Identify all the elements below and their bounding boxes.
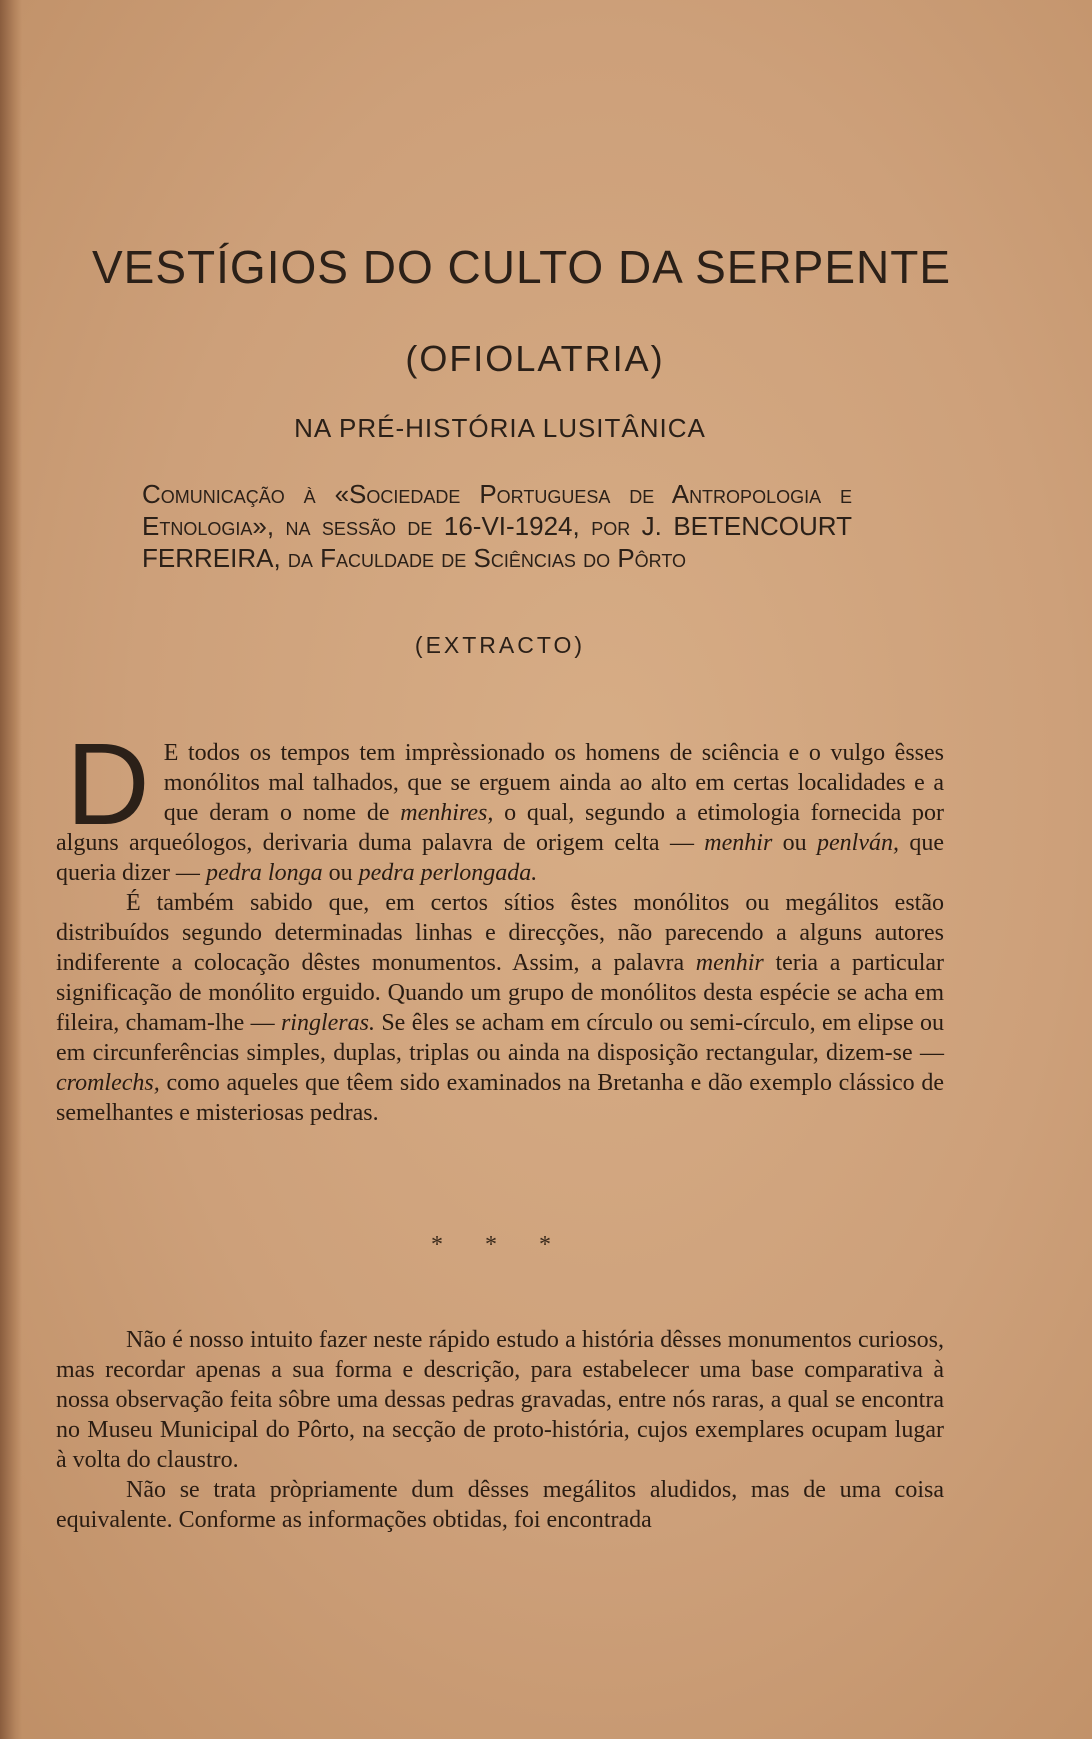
p1-italic-3: penlván, [817,830,899,856]
credit-part2: por [591,511,631,541]
p1-italic-1: menhires, [400,800,494,826]
paragraph-4: Não se trata pròpriamente dum dêsses megálitos aludidos, mas de uma coisa equivalente. Conforme as informações obtidas, foi encontrada [56,1477,944,1533]
p1-text-1: E todos os tempos tem imprèssionado os homens de sciência e o vulgo êsses monólitos mal talhados, que se erguem ainda ao alto em certas localidades e a que deram o nome de [163,740,944,826]
article-title: VESTÍGIOS DO CULTO DA SERPENTE [92,241,952,293]
p1-text-5: ou [322,860,359,886]
p2-italic-3: cromlechs, [56,1070,160,1096]
p1-text-4: que queria dizer — [56,830,945,886]
p2-text-1: É também sabido que, em certos sítios êstes monólitos ou megálitos estão distribuídos segundo determinadas linhas e direcções, não parecendo a alguns autores indiferente a colocação dêstes monumentos. Assim, a palavra [56,890,944,976]
p2-text-4: como aqueles que têem sido examinados na Bretanha e dão exemplo clássico de semelhantes e misteriosas pedras. [56,1070,944,1126]
credit-date: 16-VI-1924, [443,511,580,541]
paragraph-2 [56,888,944,1128]
paragraph-1 [56,719,945,888]
paragraph-3: Não é nosso intuito fazer neste rápido estudo a história dêsses monumentos curiosos, mas recordar apenas a sua forma e descrição, para estabelecer uma base comparativa à nossa observação feita sôbre uma dessas pedras gravadas, entre nós raras, a qual se encontra no Museu Municipal do Pôrto, na secção de proto-história, cujos exemplares ocupam lugar à volta do claustro. [56,1327,944,1473]
p2-text-3: Se êles se acham em círculo ou semi-círculo, em elipse ou em circunferências simples, duplas, triplas ou ainda na disposição rectangular, dizem-se — [56,1010,945,1066]
author-credit [142,478,852,574]
credit-part1: Comunicação à «Sociedade Portuguesa de Antropologia e Etnologia», na sessão de [142,479,852,541]
p2-italic-1: menhir [695,950,764,976]
article-subtitle: (OFIOLATRIA) [405,338,665,379]
body-block-1 [56,719,945,1128]
p1-italic-5: pedra perlongada. [358,860,538,886]
credit-author: J. BETENCOURT FERREIRA, [142,511,852,573]
p1-italic-2: menhir [704,830,773,856]
drop-cap: D [66,719,150,849]
article-subheading: NA PRÉ-HISTÓRIA LUSITÂNICA [294,413,706,443]
p1-text-3: ou [772,830,818,856]
p1-italic-4: pedra longa [205,860,323,886]
p2-text-2: teria a particular significação de monólito erguido. Quando um grupo de monólitos desta espécie se acha em fileira, chamam-lhe — [56,950,945,1036]
p1-text-2: o qual, segundo a etimologia fornecida por alguns arqueólogos, derivaria duma palavra de origem celta — [56,800,945,856]
extract-label: (EXTRACTO) [414,632,586,658]
section-separator: * * * [431,1232,569,1258]
body-block-2 [56,1325,944,1535]
credit-part3: da Faculdade de Sciências do Pôrto [287,543,687,573]
p2-italic-2: ringleras. [280,1010,375,1036]
